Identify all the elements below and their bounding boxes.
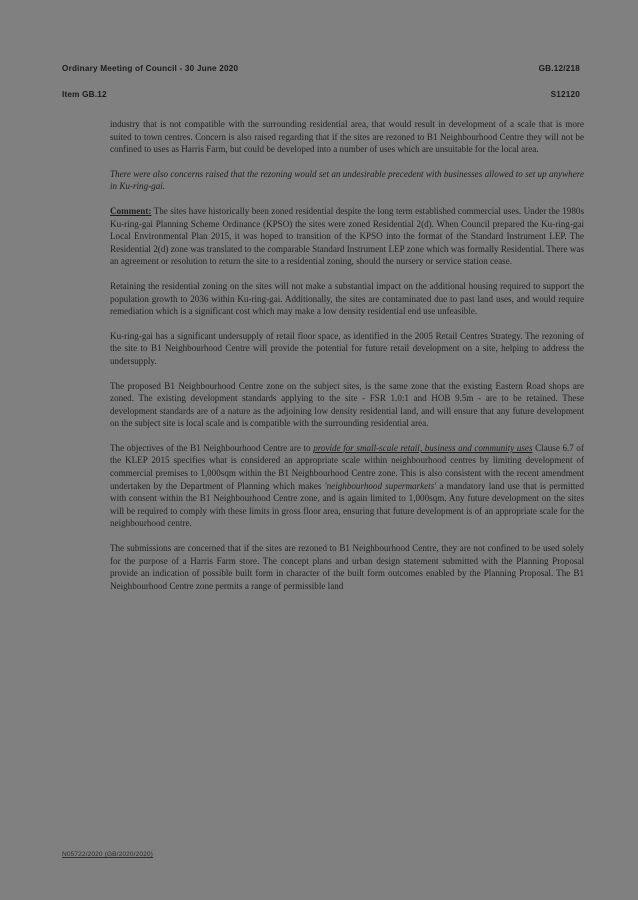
page-footer: N05722/2020 (GB/2020/2020)	[62, 851, 153, 858]
meeting-title: Ordinary Meeting of Council - 30 June 2020	[62, 64, 239, 73]
comment-label: Comment:	[110, 205, 152, 216]
paragraph-5: Ku-ring-gai has a significant undersupply of retail floor space, as identified in the 2005 Retail Centres Strategy. The rezoning of the site to B1 Neighbourhood Centre will provide the potential for future retail development on a site, helping to address the undersupply.	[110, 330, 584, 366]
paragraph-3	[110, 205, 584, 268]
paragraph-7-part-a: The objectives of the B1 Neighbourhood Centre are to	[110, 442, 314, 453]
paragraph-7	[110, 442, 584, 530]
paragraph-8: The submissions are concerned that if the sites are rezoned to B1 Neighbourhood Centre, they are not confined to be used solely for the purpose of a Harris Farm store. The concept plans and urban design statement submitted with the Planning Proposal provide an indication of possible built form in character of the built form outcomes enabled by the Planning Proposal. The B1 Neighbourhood Centre zone permits a range of permissible land	[110, 543, 584, 591]
page-header-line-1	[62, 64, 580, 73]
agenda-reference: GB.12/218	[538, 64, 580, 73]
item-number: Item GB.12	[62, 90, 107, 99]
document-body	[110, 118, 584, 604]
paragraph-7-part-e: a mandatory land use that is permitted with consent within the B1 Neighbourhood Centre zone, and is again limited to 1,000sqm. Any future development on the sites will be required to comply with these limits in gross floor area, ensuring that future development is of an appropriate scale for the neighbourhood centre.	[110, 480, 584, 529]
paragraph-1: industry that is not compatible with the surrounding residential area, that would result in development of a scale that is more suited to town centres. Concern is also raised regarding that if the sites are rezoned to B1 Neighbourhood Centre they will not be confined to uses as Harris Farm, but could be developed into a number of uses which are unsuitable for the local area.	[110, 119, 584, 155]
paragraph-2: There were also concerns raised that the rezoning would set an undesirable precedent with businesses allowed to set up anywhere in Ku-ring-gai.	[110, 168, 584, 192]
paragraph-4: Retaining the residential zoning on the sites will not make a substantial impact on the additional housing required to support the population growth to 2036 within Ku-ring-gai. Additionally, the sites are contaminated due to past land uses, and would require remediation which is a significant cost which may make a low density residential end use unfeasible.	[110, 280, 584, 317]
page-header-line-2	[62, 90, 580, 99]
paragraph-7-part-c: Clause 6.7 of the KLEP 2015 specifies what is considered an appropriate scale within neighbourhood centres by limiting development of commercial premises to 1,000sqm within the B1 Neighbourhood Centre zone. This is also consistent with the recent amendment undertaken by the Department of Planning which makes	[110, 442, 585, 491]
neighbourhood-supermarkets-term: 'neighbourhood supermarkets'	[324, 480, 437, 491]
file-reference: S12120	[550, 90, 580, 99]
paragraph-3-text: The sites have historically been zoned residential despite the long term established commercial uses. Under the 1980s Ku-ring-gai Planning Scheme Ordinance (KPSO) the sites were zoned Residential 2(d). When Council prepared the Ku-ring-gai Local Environmental Plan 2015, it was hoped to transition of the KPSO into the format of the Standard Instrument LEP. The Residential 2(d) zone was translated to the comparable Standard Instrument LEP zone which was formally Residential. There was an agreement or resolution to return the site to a residential zoning, should the nursery or service station cease.	[110, 205, 584, 267]
paragraph-6: The proposed B1 Neighbourhood Centre zone on the subject sites, is the same zone that the existing Eastern Road shops are zoned. The existing development standards applying to the site - FSR 1.0:1 and HOB 9.5m - are to be retained. These development standards are of a nature as the adjoining low density residential land, and will ensure that any future development on the subject site is local scale and is compatible with the surrounding residential area.	[110, 380, 584, 429]
zone-objective-quote: provide for small-scale retail, business and community uses	[313, 442, 533, 453]
